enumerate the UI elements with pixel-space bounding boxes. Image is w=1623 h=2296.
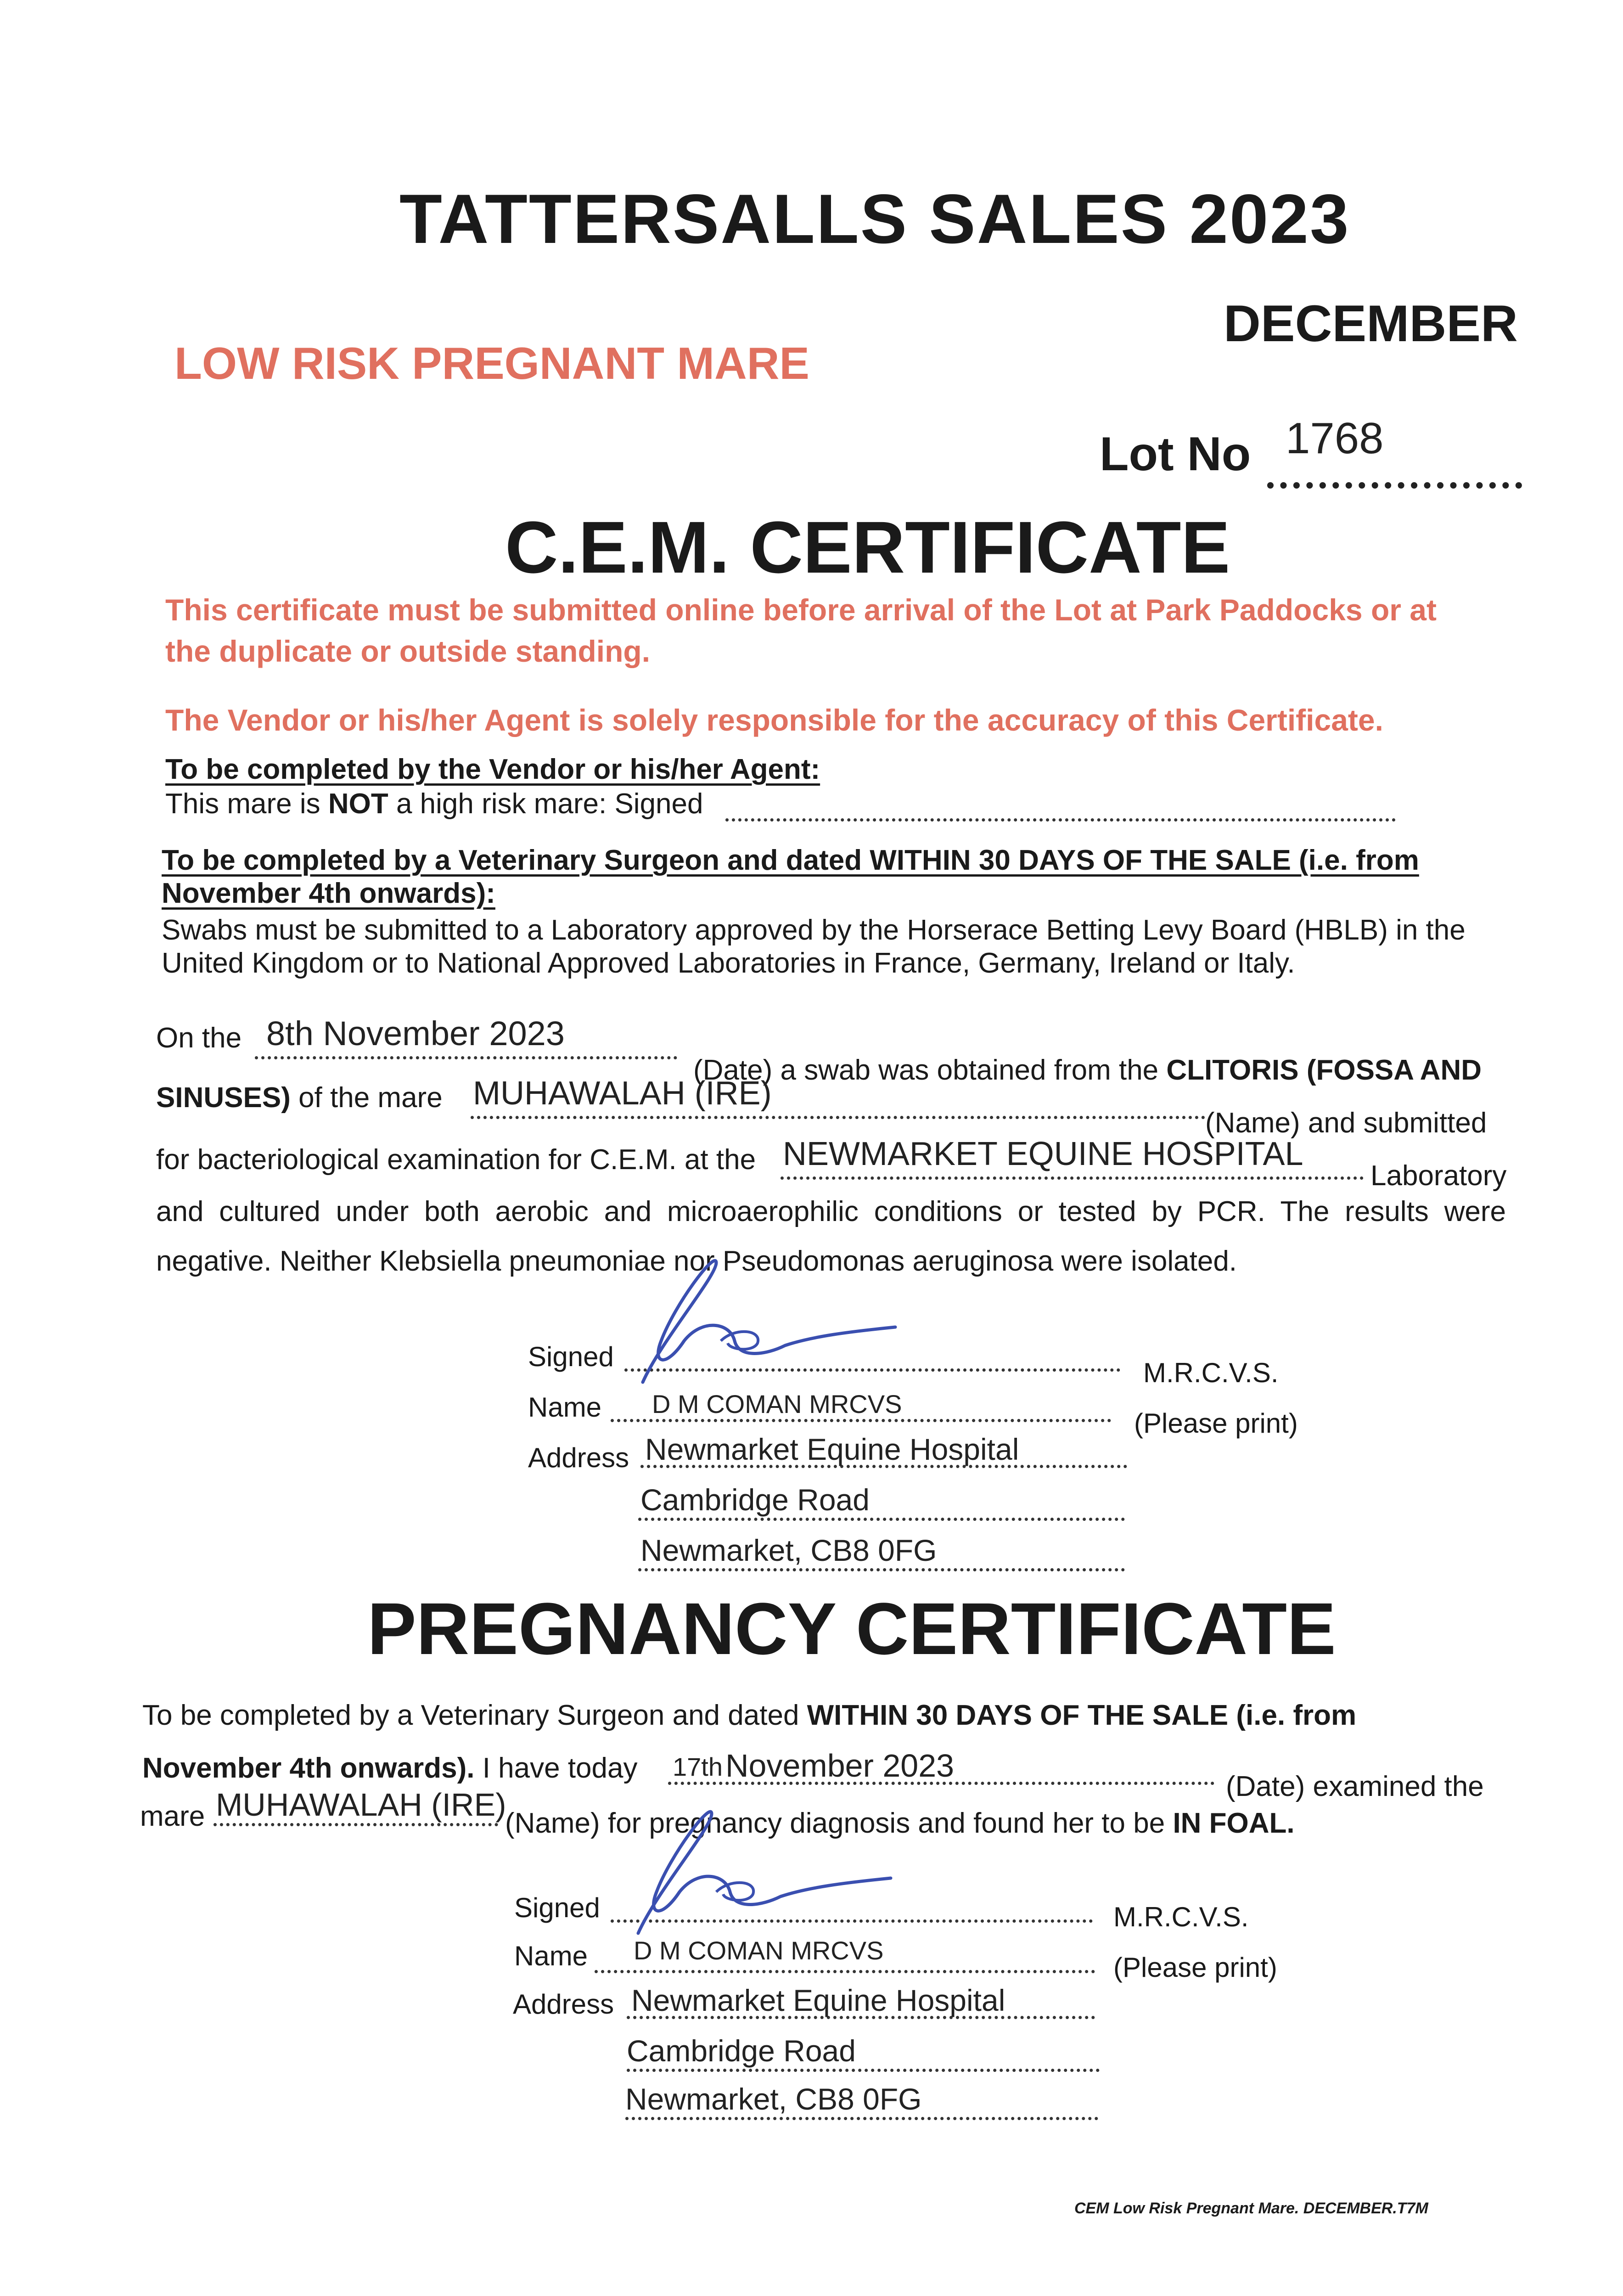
lot-number-value: 1768 xyxy=(1286,414,1384,463)
exam-date-day: 17th xyxy=(673,1752,723,1781)
preg-mrcvs-label: M.R.C.V.S. xyxy=(1113,1902,1249,1932)
sinuses-bold: SINUSES) xyxy=(156,1082,291,1114)
exam-date-value: November 2023 xyxy=(725,1748,955,1784)
laboratory-label: Laboratory xyxy=(1370,1160,1507,1192)
vet-section-heading: To be completed by a Veterinary Surgeon and dated WITHIN 30 DAYS OF THE SALE (i.e. from November 4th onwards): xyxy=(162,844,1419,909)
laboratory-value: NEWMARKET EQUINE HOSPITAL xyxy=(783,1136,1303,1172)
submission-notice-line-1: This certificate must be submitted online before arrival of the Lot at Park Paddocks or at xyxy=(165,593,1437,627)
pregnancy-instructions-line-1 xyxy=(142,1699,1356,1732)
pregnancy-diagnosis-prefix: (Name) for pregnancy diagnosis and found her to be xyxy=(505,1807,1173,1839)
lab-prefix-text: for bacteriological examination for C.E.M. at the xyxy=(156,1144,756,1176)
swab-date-value: 8th November 2023 xyxy=(266,1014,565,1052)
preg-vet-signature xyxy=(606,1800,937,1938)
pregnancy-today-text: I have today xyxy=(474,1752,638,1784)
mare-name-value: MUHAWALAH (IRE) xyxy=(473,1075,772,1112)
pregnancy-mare-label: mare xyxy=(140,1801,205,1832)
vendor-declaration-prefix: This mare is xyxy=(165,788,328,820)
cem-please-print: (Please print) xyxy=(1134,1408,1298,1439)
preg-please-print: (Please print) xyxy=(1113,1952,1277,1983)
cem-vet-signature xyxy=(611,1249,941,1387)
pregnancy-instructions-prefix: To be completed by a Veterinary Surgeon and dated xyxy=(142,1699,807,1731)
responsibility-notice: The Vendor or his/her Agent is solely responsible for the accuracy of this Certificate. xyxy=(165,703,1383,737)
cem-address-line-3: Newmarket, CB8 0FG xyxy=(640,1533,937,1567)
cem-address-line-2: Cambridge Road xyxy=(640,1483,870,1517)
vendor-declaration xyxy=(165,788,703,820)
cem-mrcvs-label: M.R.C.V.S. xyxy=(1143,1357,1279,1388)
vendor-signature-field[interactable] xyxy=(725,790,1396,822)
vendor-section-heading: To be completed by the Vendor or his/her Agent: xyxy=(165,754,820,785)
pregnancy-instructions-line-2 xyxy=(142,1752,638,1784)
cem-certificate-title: C.E.M. CERTIFICATE xyxy=(505,506,1230,588)
cem-name-label: Name xyxy=(528,1392,602,1423)
cem-vet-name-value: D M COMAN MRCVS xyxy=(652,1390,902,1418)
results-paragraph: and cultured under both aerobic and microaerophilic conditions or tested by PCR. The results were negative. Neither Klebsiella pneumoniae nor Pseudomonas aeruginosa were isolated. xyxy=(156,1196,1506,1277)
cem-address-line-1: Newmarket Equine Hospital xyxy=(645,1432,1019,1466)
pregnancy-instructions-bold: WITHIN 30 DAYS OF THE SALE (i.e. from xyxy=(807,1699,1357,1731)
examined-text: (Date) examined the xyxy=(1226,1771,1484,1802)
preg-address-line-2: Cambridge Road xyxy=(627,2034,856,2068)
risk-category-label: LOW RISK PREGNANT MARE xyxy=(174,338,809,388)
in-foal-result: IN FOAL. xyxy=(1173,1807,1295,1839)
name-submitted-text: (Name) and submitted xyxy=(1205,1107,1487,1139)
submission-notice-line-2: the duplicate or outside standing. xyxy=(165,634,651,668)
form-reference: CEM Low Risk Pregnant Mare. DECEMBER.T7M xyxy=(1074,2200,1428,2217)
sale-month: DECEMBER xyxy=(1224,295,1518,352)
of-the-mare: of the mare xyxy=(290,1082,443,1114)
pregnancy-mare-name-value: MUHAWALAH (IRE) xyxy=(216,1787,506,1823)
sale-title: TATTERSALLS SALES 2023 xyxy=(399,180,1350,258)
preg-vet-name-value: D M COMAN MRCVS xyxy=(634,1936,884,1965)
preg-address-label: Address xyxy=(513,1989,614,2020)
pregnancy-certificate-title: PREGNANCY CERTIFICATE xyxy=(367,1587,1336,1670)
pregnancy-date-range-bold: November 4th onwards). xyxy=(142,1752,475,1784)
swab-site-bold: CLITORIS (FOSSA AND xyxy=(1166,1054,1482,1086)
vendor-declaration-not: NOT xyxy=(328,788,388,820)
cem-signed-label: Signed xyxy=(528,1341,614,1372)
preg-address-line-1: Newmarket Equine Hospital xyxy=(631,1983,1005,2017)
on-the-label: On the xyxy=(156,1022,242,1054)
preg-address-line-3: Newmarket, CB8 0FG xyxy=(625,2082,922,2116)
cem-address-label: Address xyxy=(528,1442,629,1473)
mare-label-text xyxy=(156,1081,443,1114)
vendor-declaration-suffix: a high risk mare: Signed xyxy=(388,788,703,820)
preg-signed-label: Signed xyxy=(514,1892,600,1923)
swab-lab-requirements: Swabs must be submitted to a Laboratory approved by the Horserace Betting Levy Board (HBLB) in the United Kingdom or to National Approved Laboratories in France, Germany, Ireland or Italy. xyxy=(162,914,1466,979)
preg-name-label: Name xyxy=(514,1941,588,1971)
swab-site-prefix: (Date) a swab was obtained from the xyxy=(693,1054,1167,1086)
lot-number-label: Lot No xyxy=(1100,428,1251,481)
